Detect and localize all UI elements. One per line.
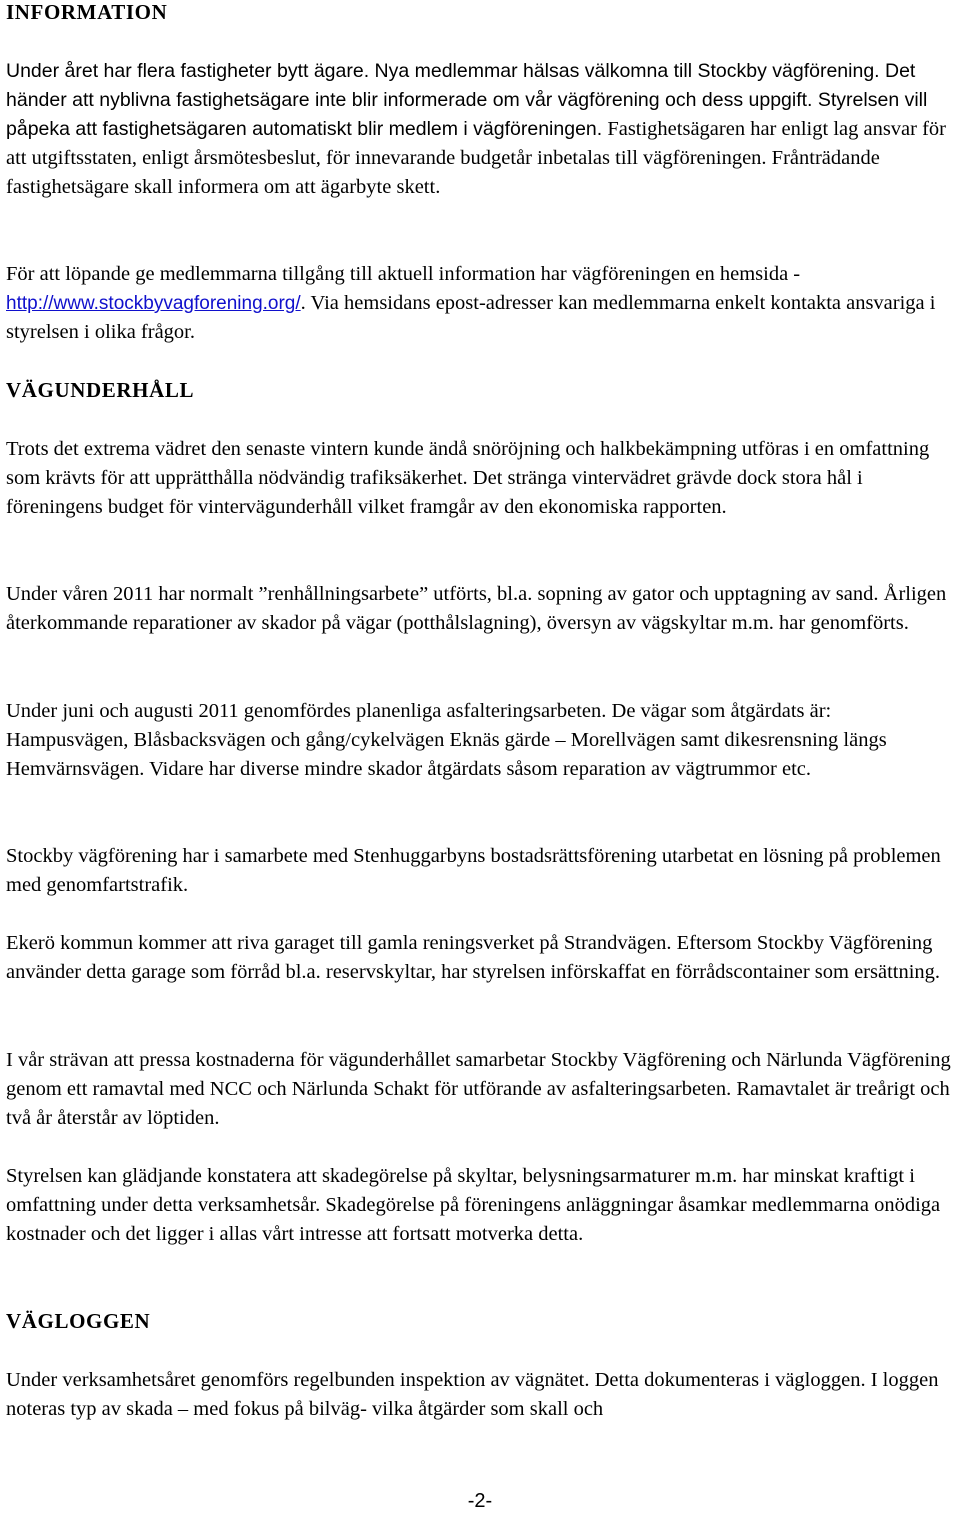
- information-paragraph-1-sans: Under året har flera fastigheter bytt ägare. Nya medlemmar hälsas välkomna till Stockby vägförening. Det händer att nyblivna fastighetsägare inte blir informerade om vår vägförening och dess uppgift. Styrelsen vill påpeka att fastighetsägaren automatiskt blir medlem i vägföreningen.: [6, 60, 928, 140]
- information-paragraph-1-serif: Fastighetsägaren har enligt lag ansvar för att utgiftsstaten, enligt årsmötesbeslut, för innevarande budgetår inbetalas till vägföreningen. Frånträdande fastighetsägare skall informera om att ägarbyte skett.: [6, 118, 947, 198]
- information-paragraph-1: [6, 57, 956, 202]
- vagunderhall-paragraph-6: I vår strävan att pressa kostnaderna för vägunderhållet samarbetar Stockby Vägförening och Närlunda Vägförening genom ett ramavtal med NCC och Närlunda Schakt för utförande av asfalteringsarbeten. Ramavtalet är treårigt och två år återstår av löptiden.: [6, 1049, 951, 1129]
- vagunderhall-paragraph-4: Stockby vägförening har i samarbete med Stenhuggarbyns bostadsrättsförening utarbetat en lösning på problemen med genomfartstrafik.: [6, 845, 941, 896]
- vagloggen-paragraph: Under verksamhetsåret genomförs regelbunden inspektion av vägnätet. Detta dokumenteras i vägloggen. I loggen noteras typ av skada – med fokus på bilväg- vilka åtgärder som skall och: [6, 1369, 939, 1420]
- website-link[interactable]: http://www.stockbyvagforening.org/: [6, 293, 301, 314]
- information-paragraph-2-after: . Via hemsidans epost-adresser kan medlemmarna enkelt kontakta ansvariga i styrelsen i olika frågor.: [6, 292, 936, 343]
- information-paragraph-2-before: För att löpande ge medlemmarna tillgång till aktuell information har vägföreningen en hemsida -: [6, 263, 801, 285]
- vagunderhall-paragraph-2: Under våren 2011 har normalt ”renhållningsarbete” utförts, bl.a. sopning av gator och upptagning av sand. Årligen återkommande reparationer av skador på vägar (potthålslagning), översyn av vägskyltar m.m. har genomförts.: [6, 583, 947, 634]
- vagunderhall-paragraph-5: Ekerö kommun kommer att riva garaget till gamla reningsverket på Strandvägen. Eftersom Stockby Vägförening använder detta garage som förråd bl.a. reservskyltar, har styrelsen införskaffat en förrådscontainer som ersättning.: [6, 932, 941, 983]
- page-number: -2-: [467, 1490, 493, 1512]
- section-heading-vagloggen: VÄGLOGGEN: [6, 1309, 151, 1333]
- vagunderhall-paragraph-1: Trots det extrema vädret den senaste vintern kunde ändå snöröjning och halkbekämpning utföras i en omfattning som krävts för att upprätthålla nödvändig trafiksäkerhet. Det stränga vintervädret grävde dock stora hål i föreningens budget för vintervägunderhåll vilket framgår av den ekonomiska rapporten.: [6, 438, 930, 518]
- information-paragraph-2: [6, 260, 956, 347]
- vagunderhall-paragraph-3: Under juni och augusti 2011 genomfördes planenliga asfalteringsarbeten. De vägar som åtgärdats är: Hampusvägen, Blåsbacksvägen och gång/cykelvägen Eknäs gärde – Morellvägen samt dikesrensning längs Hemvärnsvägen. Vidare har diverse mindre skador åtgärdats såsom reparation av vägtrummor etc.: [6, 700, 887, 780]
- section-heading-vagunderhall: VÄGUNDERHÅLL: [6, 378, 195, 402]
- section-heading-information: INFORMATION: [6, 0, 168, 24]
- vagunderhall-paragraph-7: Styrelsen kan glädjande konstatera att skadegörelse på skyltar, belysningsarmaturer m.m. har minskat kraftigt i omfattning under detta verksamhetsår. Skadegörelse på föreningens anläggningar åsamkar medlemmarna onödiga kostnader och det ligger i allas vårt intresse att fortsatt motverka detta.: [6, 1165, 941, 1245]
